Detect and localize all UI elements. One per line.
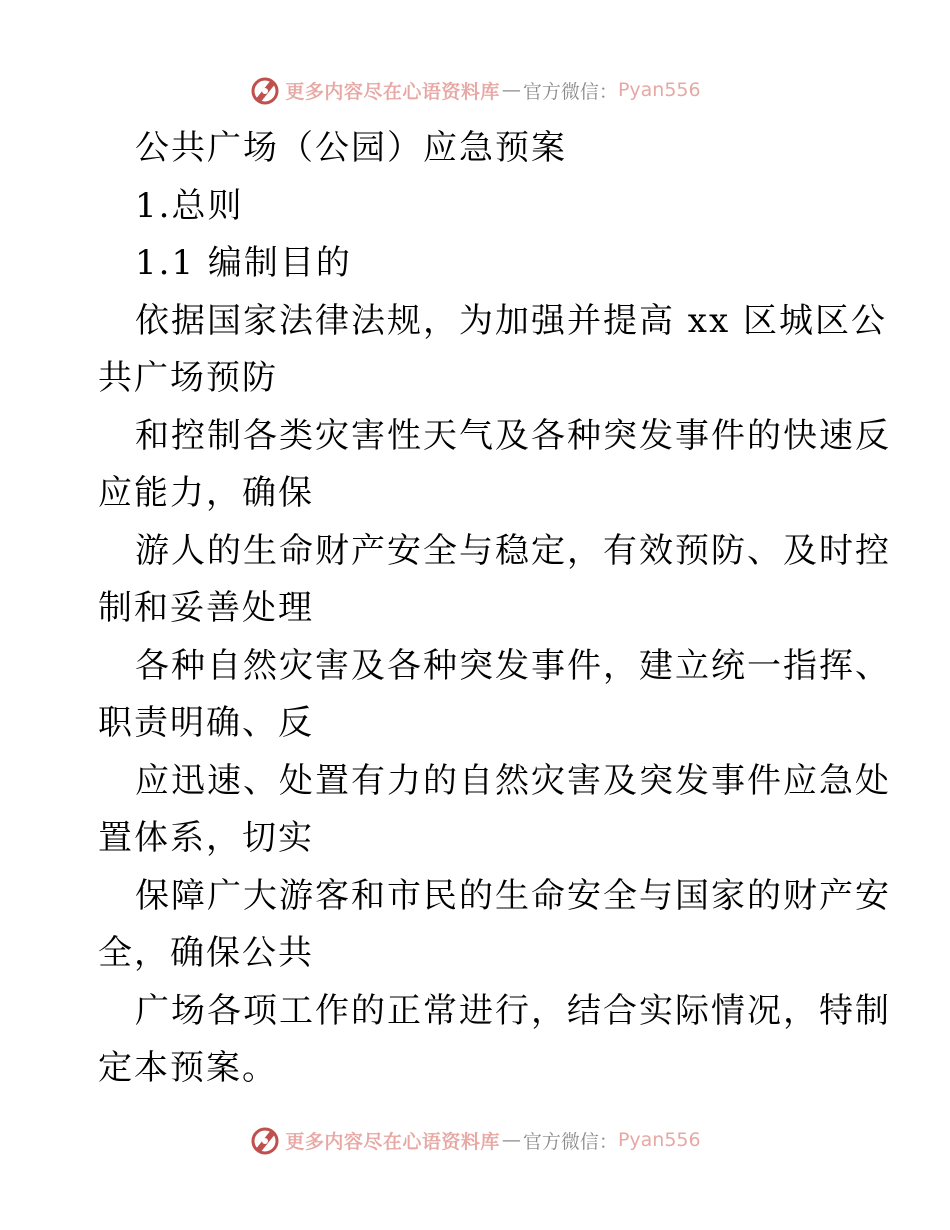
banner-text: 更多内容尽在心语资料库	[285, 80, 500, 103]
paragraph-line: 游人的生命财产安全与稳定，有效预防、及时控	[135, 530, 891, 571]
banner-dash: —	[501, 1129, 521, 1151]
header-watermark-banner	[0, 70, 950, 110]
banner-contact-id: Pyan556	[617, 79, 701, 101]
subsection-heading: 1.1 编制目的	[135, 243, 352, 283]
banner-dash: —	[501, 79, 521, 101]
banner-text: 更多内容尽在心语资料库	[285, 1130, 500, 1153]
paragraph-line: 置体系，切实	[98, 818, 314, 858]
banner-contact-label: 官方微信：	[522, 1130, 618, 1153]
footer-watermark-banner	[0, 1120, 950, 1160]
paragraph-line: 职责明确、反	[98, 703, 314, 743]
paragraph-line: 保障广大游客和市民的生命安全与国家的财产安	[135, 875, 891, 916]
banner-contact-id: Pyan556	[617, 1129, 701, 1151]
pen-logo-icon	[249, 1124, 281, 1156]
paragraph-line: 依据国家法律法规，为加强并提高 xx 区城区公	[135, 300, 887, 341]
paragraph-line: 制和妥善处理	[98, 588, 314, 628]
banner-contact-label: 官方微信：	[522, 80, 618, 103]
paragraph-line: 广场各项工作的正常进行，结合实际情况，特制	[135, 990, 891, 1031]
paragraph-line: 应迅速、处置有力的自然灾害及突发事件应急处	[135, 760, 891, 801]
paragraph-line: 全，确保公共	[98, 933, 314, 973]
pen-logo-icon	[249, 74, 281, 106]
paragraph-line: 应能力，确保	[98, 473, 314, 513]
document-title: 公共广场（公园）应急预案	[135, 128, 567, 168]
paragraph-line: 各种自然灾害及各种突发事件，建立统一指挥、	[135, 645, 891, 686]
document-body	[98, 120, 891, 1098]
paragraph-line: 定本预案。	[98, 1048, 278, 1088]
section-heading: 1.总则	[135, 185, 244, 226]
paragraph-line: 和控制各类灾害性天气及各种突发事件的快速反	[135, 415, 891, 456]
paragraph-line: 共广场预防	[98, 358, 278, 398]
